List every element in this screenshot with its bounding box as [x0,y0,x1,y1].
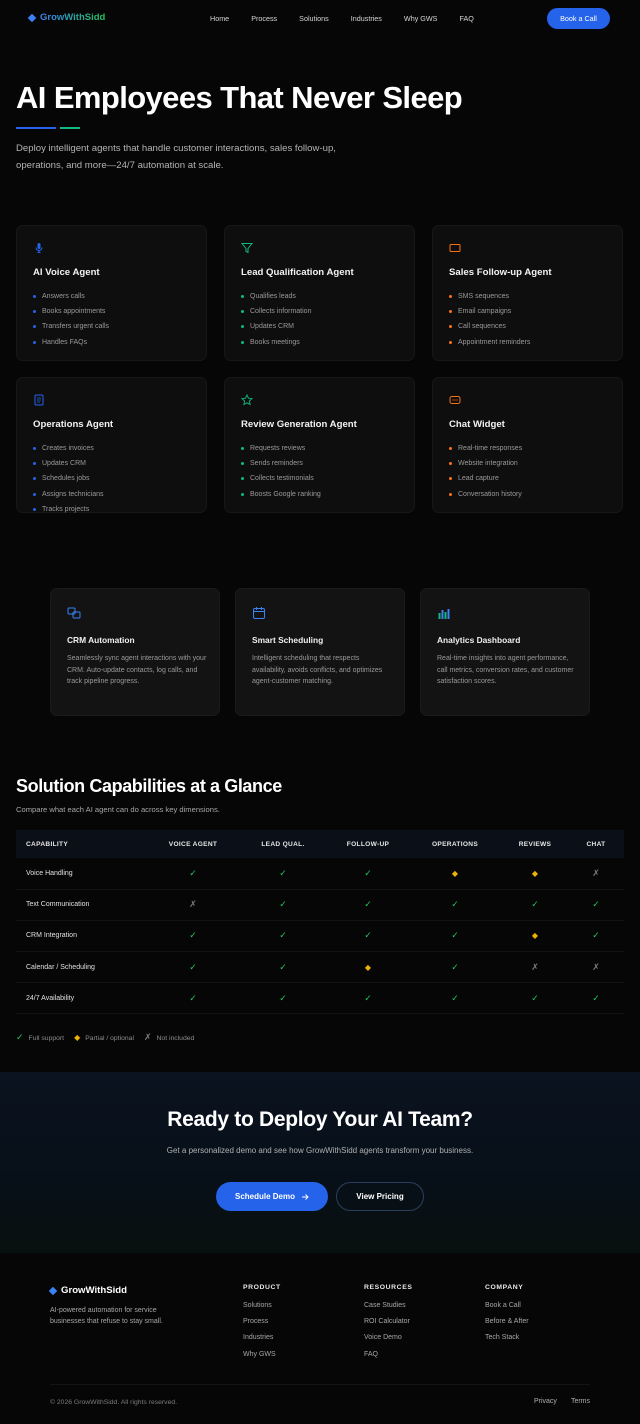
none-mark: ✗ [592,867,600,878]
feature-card-analytics-dashboard [420,588,590,716]
full-mark: ✓ [189,992,197,1003]
full-mark: ✓ [364,899,372,910]
column-header: REVIEWS [502,830,568,858]
list-item: Lead capture [449,471,522,486]
table-row [16,889,624,920]
full-mark: ✓ [364,930,372,941]
agent-feature-list [449,289,530,350]
column-header: CAPABILITY [16,830,148,858]
capability-name: Text Communication [16,889,148,920]
footer-column-heading: PRODUCT [243,1284,281,1291]
list-item: Sends reminders [241,456,321,471]
capability-cell-none [148,889,238,920]
footer-link[interactable]: Before & After [485,1318,529,1326]
list-item: Boosts Google ranking [241,487,321,502]
full-mark: ✓ [451,899,459,910]
column-header: OPERATIONS [408,830,502,858]
full-mark: ✓ [279,899,287,910]
list-item: Updates CRM [241,319,311,334]
partial-mark: ◆ [531,931,539,941]
list-item: Tracks projects [33,502,103,517]
footer-tagline: AI-powered automation for service businesses that refuse to stay small. [50,1307,163,1325]
brand-logo[interactable] [29,12,105,23]
partial-mark: ◆ [531,868,539,878]
full-mark: ✓ [451,930,459,941]
list-item: Appointment reminders [449,335,530,350]
cta-section [0,1072,640,1253]
agent-title: Lead Qualification Agent [241,267,354,278]
capability-cell-full [408,920,502,951]
capability-cell-full [568,889,624,920]
list-item: Call sequences [449,319,530,334]
agent-feature-list [241,289,311,350]
chat-icon [449,394,461,406]
footer-brand-name: GrowWithSidd [61,1285,127,1296]
nav-link-why-gws[interactable]: Why GWS [403,14,438,23]
full-mark: ✓ [451,961,459,972]
footer-divider [50,1384,590,1385]
agent-feature-list [449,441,522,502]
feature-title: Smart Scheduling [252,635,324,645]
agent-card-operations[interactable] [16,377,207,513]
footer-link[interactable]: ROI Calculator [364,1318,410,1326]
nav-link-solutions[interactable]: Solutions [299,14,329,23]
capability-cell-full [148,920,238,951]
capability-cell-full [408,952,502,983]
table-row [16,952,624,983]
feature-title: CRM Automation [67,635,135,645]
none-mark: ✗ [592,961,600,972]
capability-cell-none [502,952,568,983]
agent-card-chat-widget[interactable] [432,377,623,513]
full-mark: ✓ [279,930,287,941]
agent-title: Chat Widget [449,419,505,430]
partial-mark: ◆ [451,868,459,878]
footer-column-company [485,1284,529,1351]
agent-card-lead-qualification[interactable] [224,225,415,361]
capabilities-title: Solution Capabilities at a Glance [16,776,282,796]
full-mark: ✓ [364,992,372,1003]
legend-partial: ◆ Partial / optional [74,1033,134,1042]
hero-accent-bar-blue [16,127,56,129]
feature-description: Intelligent scheduling that respects availability, avoids conflicts, and optimizes agent-customer matching. [252,655,383,686]
feature-card-smart-scheduling [235,588,405,716]
none-mark: ✗ [189,899,197,910]
capability-name: Voice Handling [16,858,148,889]
footer-column-heading: RESOURCES [364,1284,413,1291]
capability-cell-full [238,952,328,983]
footer-column-resources [364,1284,412,1367]
agent-card-sales-follow-up[interactable] [432,225,623,361]
full-mark: ✓ [189,867,197,878]
capability-cell-full [408,889,502,920]
capability-cell-full [148,858,238,889]
nav-link-home[interactable]: Home [210,14,230,23]
column-header: LEAD QUAL. [238,830,328,858]
book-call-button[interactable]: Book a Call [547,8,610,29]
full-mark: ✓ [189,930,197,941]
mail-icon [449,242,461,254]
hero-title: AI Employees That Never Sleep [16,80,463,115]
table-row [16,983,624,1014]
capability-cell-full [328,889,408,920]
capability-cell-partial [328,952,408,983]
list-item: Schedules jobs [33,471,103,486]
footer-link[interactable]: Industries [243,1334,274,1342]
full-mark: ✓ [531,899,539,910]
capabilities-subtitle: Compare what each AI agent can do across key dimensions. [16,805,220,814]
list-item: Creates invoices [33,441,103,456]
cta-title: Ready to Deploy Your AI Team? [167,1108,473,1131]
list-item: Email campaigns [449,304,530,319]
full-mark: ✓ [592,899,600,910]
star-icon [241,394,253,406]
full-mark: ✓ [189,961,197,972]
brand-name: GrowWithSidd [40,12,106,23]
footer-link[interactable]: Book a Call [485,1302,521,1309]
legend-none: ✗ Not included [143,1032,195,1042]
capability-cell-full [568,983,624,1014]
footer-brand[interactable] [50,1285,127,1296]
crm-icon [67,606,81,620]
feature-card-crm-automation [50,588,220,716]
capability-name: Calendar / Scheduling [16,952,148,983]
calendar-icon [252,606,266,620]
full-mark: ✓ [279,992,287,1003]
schedule-demo-label: Schedule Demo [234,1192,295,1201]
footer-link[interactable]: FAQ [364,1350,379,1358]
arrow-right-icon [301,1193,309,1201]
capability-cell-full [328,983,408,1014]
capability-cell-partial [502,858,568,889]
agent-feature-list [33,289,109,350]
column-header: CHAT [568,830,624,858]
capability-cell-full [408,983,502,1014]
table-row [16,920,624,951]
capability-cell-full [502,889,568,920]
list-item: Collects information [241,304,311,319]
feature-description: Seamlessly sync agent interactions with your CRM. Auto-update contacts, log calls, and track pipeline progress. [67,655,207,686]
capability-cell-partial [408,858,502,889]
none-mark: ✗ [531,961,539,972]
capability-cell-partial [502,920,568,951]
nav-link-faq[interactable]: FAQ [459,14,474,23]
copyright: © 2026 GrowWithSidd. All rights reserved. [50,1399,178,1406]
privacy-link[interactable]: Privacy [533,1398,557,1405]
agent-feature-list [241,441,321,502]
hero-accent-bar-green [60,127,80,129]
full-mark: ✓ [531,992,539,1003]
list-item: Transfers urgent calls [33,319,109,334]
nav-links [210,14,496,23]
full-mark: ✓ [364,867,372,878]
capability-cell-full [238,858,328,889]
legal-links [534,1398,590,1405]
full-mark: ✓ [451,992,459,1003]
table-row [16,858,624,889]
document-icon [33,394,45,406]
list-item: Handles FAQs [33,335,109,350]
agent-card-voice[interactable] [16,225,207,361]
table-legend [16,1032,194,1043]
nav-link-process[interactable]: Process [251,14,278,23]
capability-cell-full [502,983,568,1014]
view-pricing-button[interactable]: View Pricing [336,1182,424,1211]
footer-link[interactable]: Tech Stack [485,1334,520,1342]
column-header: FOLLOW-UP [328,830,408,858]
full-mark: ✓ [592,992,600,1003]
agent-title: AI Voice Agent [33,267,100,278]
schedule-demo-button[interactable] [216,1182,328,1211]
capability-cell-none [568,952,624,983]
capability-cell-full [568,920,624,951]
capability-cell-full [328,858,408,889]
capability-cell-full [238,889,328,920]
table-header-row [16,830,624,858]
full-mark: ✓ [592,930,600,941]
capability-name: CRM Integration [16,920,148,951]
agent-card-review-generation[interactable] [224,377,415,513]
partial-mark: ◆ [364,962,372,972]
capability-cell-full [238,920,328,951]
footer-link[interactable]: Why GWS [243,1350,276,1358]
diamond-icon [28,13,36,21]
funnel-icon [241,242,253,254]
list-item: Requests reviews [241,441,321,456]
list-item: Books appointments [33,304,109,319]
list-item: Answers calls [33,289,109,304]
hero-subtitle: Deploy intelligent agents that handle customer interactions, sales follow-up, operations, and more—24/7 automation at scale. [16,143,336,171]
capabilities-table [16,830,624,1014]
list-item: Assigns technicians [33,487,103,502]
agent-title: Operations Agent [33,419,114,430]
terms-link[interactable]: Terms [570,1398,590,1405]
microphone-icon [33,242,45,254]
agent-title: Review Generation Agent [241,419,357,430]
capability-name: 24/7 Availability [16,983,148,1014]
diamond-icon [49,1286,57,1294]
capability-cell-full [238,983,328,1014]
footer-link[interactable]: Process [243,1318,269,1326]
cta-subtitle: Get a personalized demo and see how GrowWithSidd agents transform your business. [166,1146,474,1155]
capability-cell-full [328,920,408,951]
legend-full: ✓ Full support [16,1032,65,1042]
column-header: VOICE AGENT [148,830,238,858]
list-item: Conversation history [449,487,522,502]
list-item: Updates CRM [33,456,103,471]
list-item: Collects testimonials [241,471,321,486]
agent-title: Sales Follow-up Agent [449,267,552,278]
agent-feature-list [33,441,103,517]
footer-link[interactable]: Voice Demo [364,1334,402,1342]
list-item: SMS sequences [449,289,530,304]
nav-link-industries[interactable]: Industries [350,14,382,23]
feature-description: Real-time insights into agent performance, call metrics, conversion rates, and customer satisfaction scores. [437,655,574,686]
list-item: Books meetings [241,335,311,350]
footer-column-heading: COMPANY [485,1284,524,1291]
capability-cell-none [568,858,624,889]
capability-cell-full [148,952,238,983]
list-item: Real-time responses [449,441,522,456]
list-item: Website integration [449,456,522,471]
top-nav [0,0,640,36]
capability-cell-full [148,983,238,1014]
full-mark: ✓ [279,867,287,878]
feature-title: Analytics Dashboard [437,635,521,645]
footer-column-product [243,1284,281,1367]
bar-chart-icon [437,606,451,620]
footer-link[interactable]: Case Studies [364,1302,406,1309]
footer-link[interactable]: Solutions [243,1302,272,1309]
full-mark: ✓ [279,961,287,972]
list-item: Qualifies leads [241,289,311,304]
